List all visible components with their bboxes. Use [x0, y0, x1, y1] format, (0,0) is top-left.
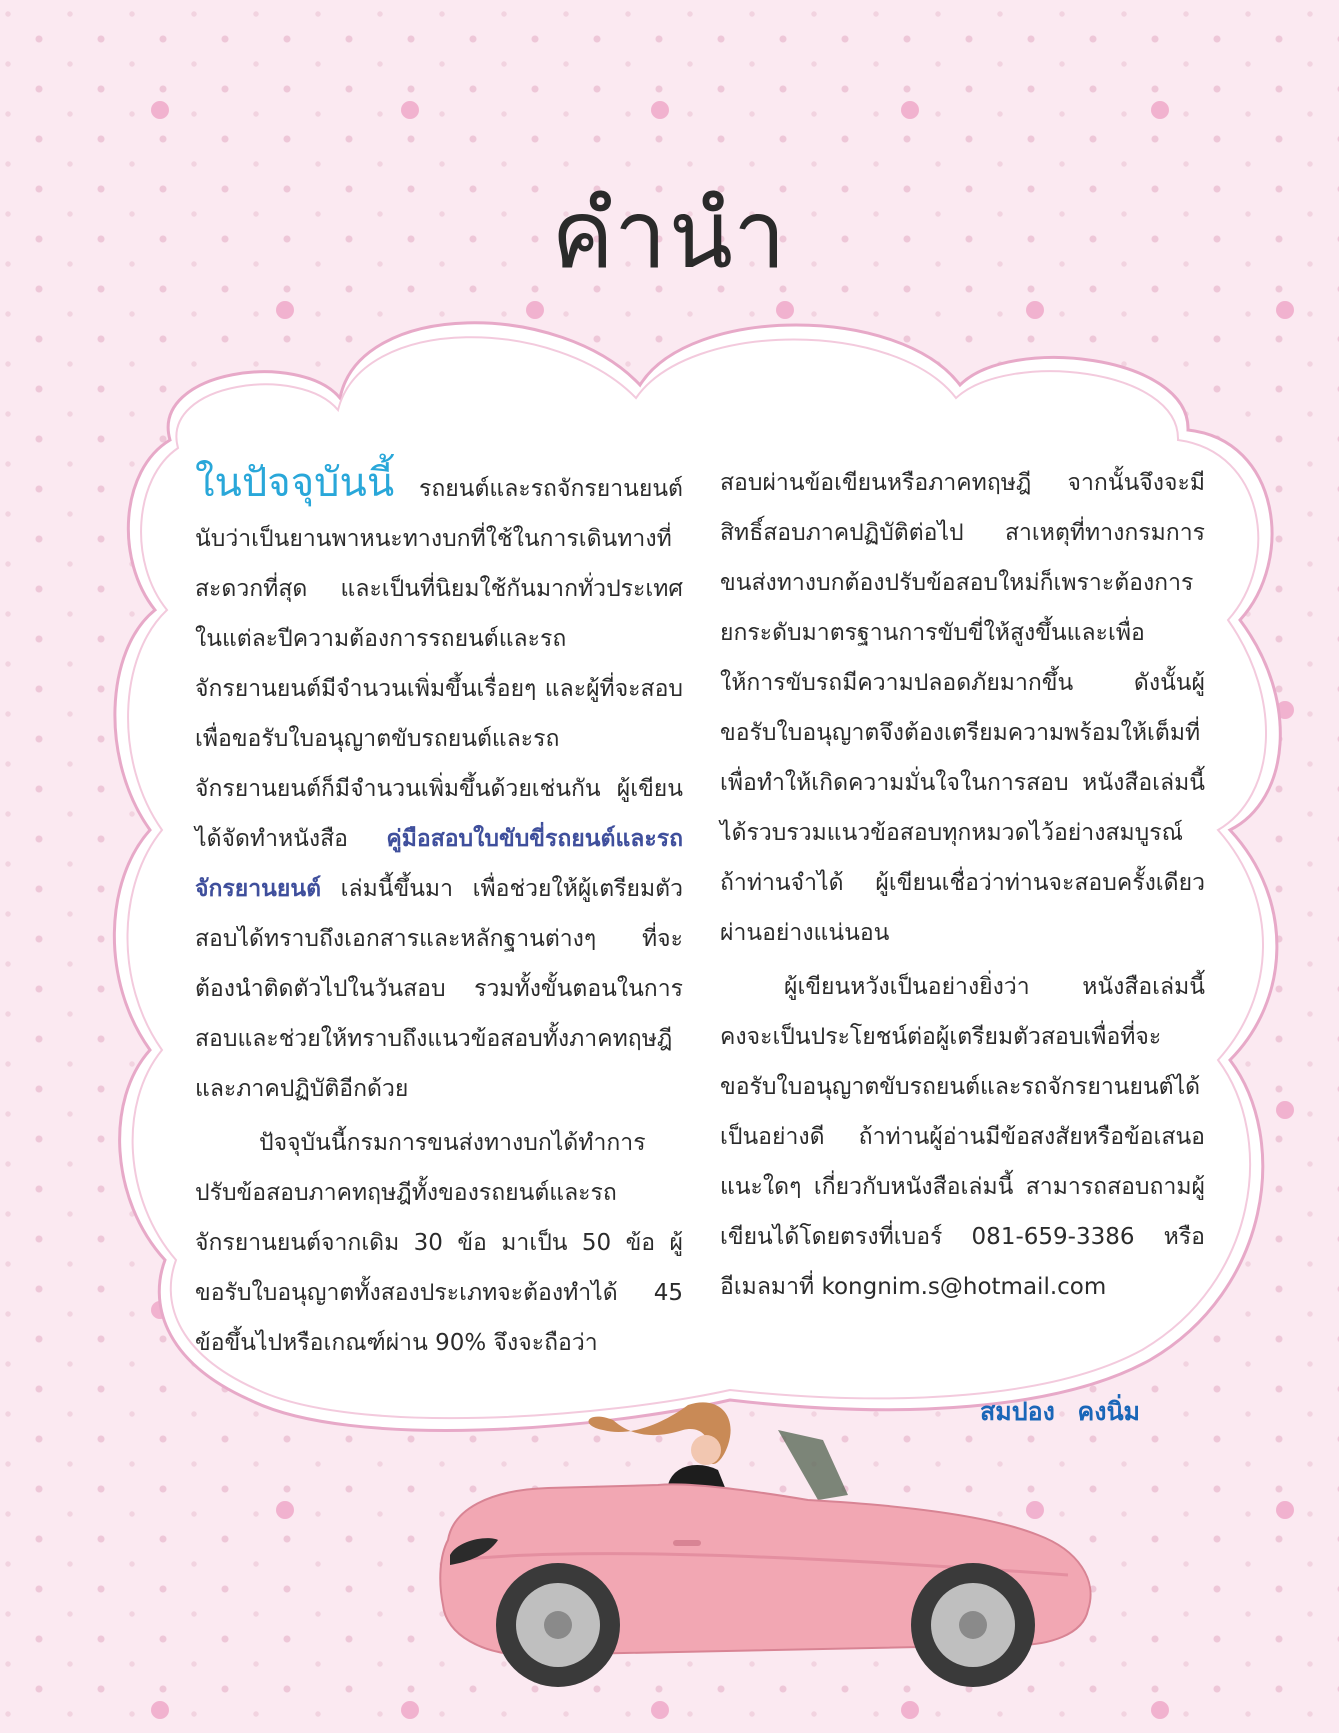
closing-paragraph: ผู้เขียนหวังเป็นอย่างยิ่งว่า หนังสือเล่มนี้คงจะเป็นประโยชน์ต่อผู้เตรียมตัวสอบเพื่อที่จะขอรับใบอนุญาตขับรถยนต์และรถจักรยานยนต์ได้เป็นอย่างดี ถ้าท่านผู้อ่านมีข้อสงสัยหรือข้อเสนอแนะใดๆ เกี่ยวกับหนังสือเล่มนี้ สามารถสอบถามผู้เขียนได้โดยตรงที่เบอร์ 081-659-3386 หรืออีเมลมาที่ kongnim.s@hotmail.com — [720, 974, 1205, 1300]
page-title: คำนำ — [551, 181, 788, 290]
intro-paragraph — [195, 458, 683, 1114]
rear-wheel — [911, 1563, 1035, 1687]
book-title-highlight: คู่มือสอบใบขับขี่รถยนต์และรถจักรยานยนต์ — [195, 826, 683, 902]
author-signature: สมปอง คงนิ่ม — [980, 1397, 1141, 1426]
car-windshield — [778, 1430, 848, 1500]
front-wheel — [496, 1563, 620, 1687]
right-text-column — [720, 458, 1205, 1316]
exam-change-paragraph: ปัจจุบันนี้กรมการขนส่งทางบกได้ทำการปรับข้อสอบภาคทฤษฎีทั้งของรถยนต์และรถจักรยานยนต์จากเดิม 30 ข้อ มาเป็น 50 ข้อ ผู้ขอรับใบอนุญาตทั้งสองประเภทจะต้องทำได้ 45 ข้อขึ้นไปหรือเกณฑ์ผ่าน 90% จึงจะถือว่า — [195, 1130, 683, 1356]
intro-text-b: เล่มนี้ขึ้นมา เพื่อช่วยให้ผู้เตรียมตัวสอบได้ทราบถึงเอกสารและหลักฐานต่างๆ ที่จะต้องนำติดตัวไปในวันสอบ รวมทั้งขั้นตอนในการสอบและช่วยให้ทราบถึงแนวข้อสอบทั้งภาคทฤษฎีและภาคปฏิบัติอีกด้วย — [195, 876, 683, 1102]
exam-change-continuation: สอบผ่านข้อเขียนหรือภาคทฤษฎี จากนั้นจึงจะมีสิทธิ์สอบภาคปฏิบัติต่อไป สาเหตุที่ทางกรมการขนส่งทางบกต้องปรับข้อสอบใหม่ก็เพราะต้องการยกระดับมาตรฐานการขับขี่ให้สูงขึ้นและเพื่อให้การขับรถมีความปลอดภัยมากขึ้น ดังนั้นผู้ขอรับใบอนุญาตจึงต้องเตรียมความพร้อมให้เต็มที่เพื่อทำให้เกิดความมั่นใจในการสอบ หนังสือเล่มนี้ได้รวบรวมแนวข้อสอบทุกหมวดไว้อย่างสมบูรณ์ ถ้าท่านจำได้ ผู้เขียนเชื่อว่าท่านจะสอบครั้งเดียวผ่านอย่างแน่นอน — [720, 470, 1205, 946]
intro-text-a: รถยนต์และรถจักรยานยนต์นับว่าเป็นยานพาหนะทางบกที่ใช้ในการเดินทางที่สะดวกที่สุด และเป็นที่นิยมใช้กันมากทั่วประเทศ ในแต่ละปีความต้องการรถยนต์และรถจักรยานยนต์มีจำนวนเพิ่มขึ้นเรื่อยๆ และผู้ที่จะสอบเพื่อขอรับใบอนุญาตขับรถยนต์และรถจักรยานยนต์ก็มีจำนวนเพิ่มขึ้นด้วยเช่นกัน ผู้เขียนได้จัดทำหนังสือ — [195, 476, 683, 852]
pink-convertible-car-illustration — [428, 1390, 1148, 1690]
left-text-column — [195, 458, 683, 1372]
lead-phrase: ในปัจจุบันนี้ — [195, 460, 395, 506]
car-door-handle — [673, 1540, 701, 1546]
driver-head — [691, 1435, 721, 1465]
